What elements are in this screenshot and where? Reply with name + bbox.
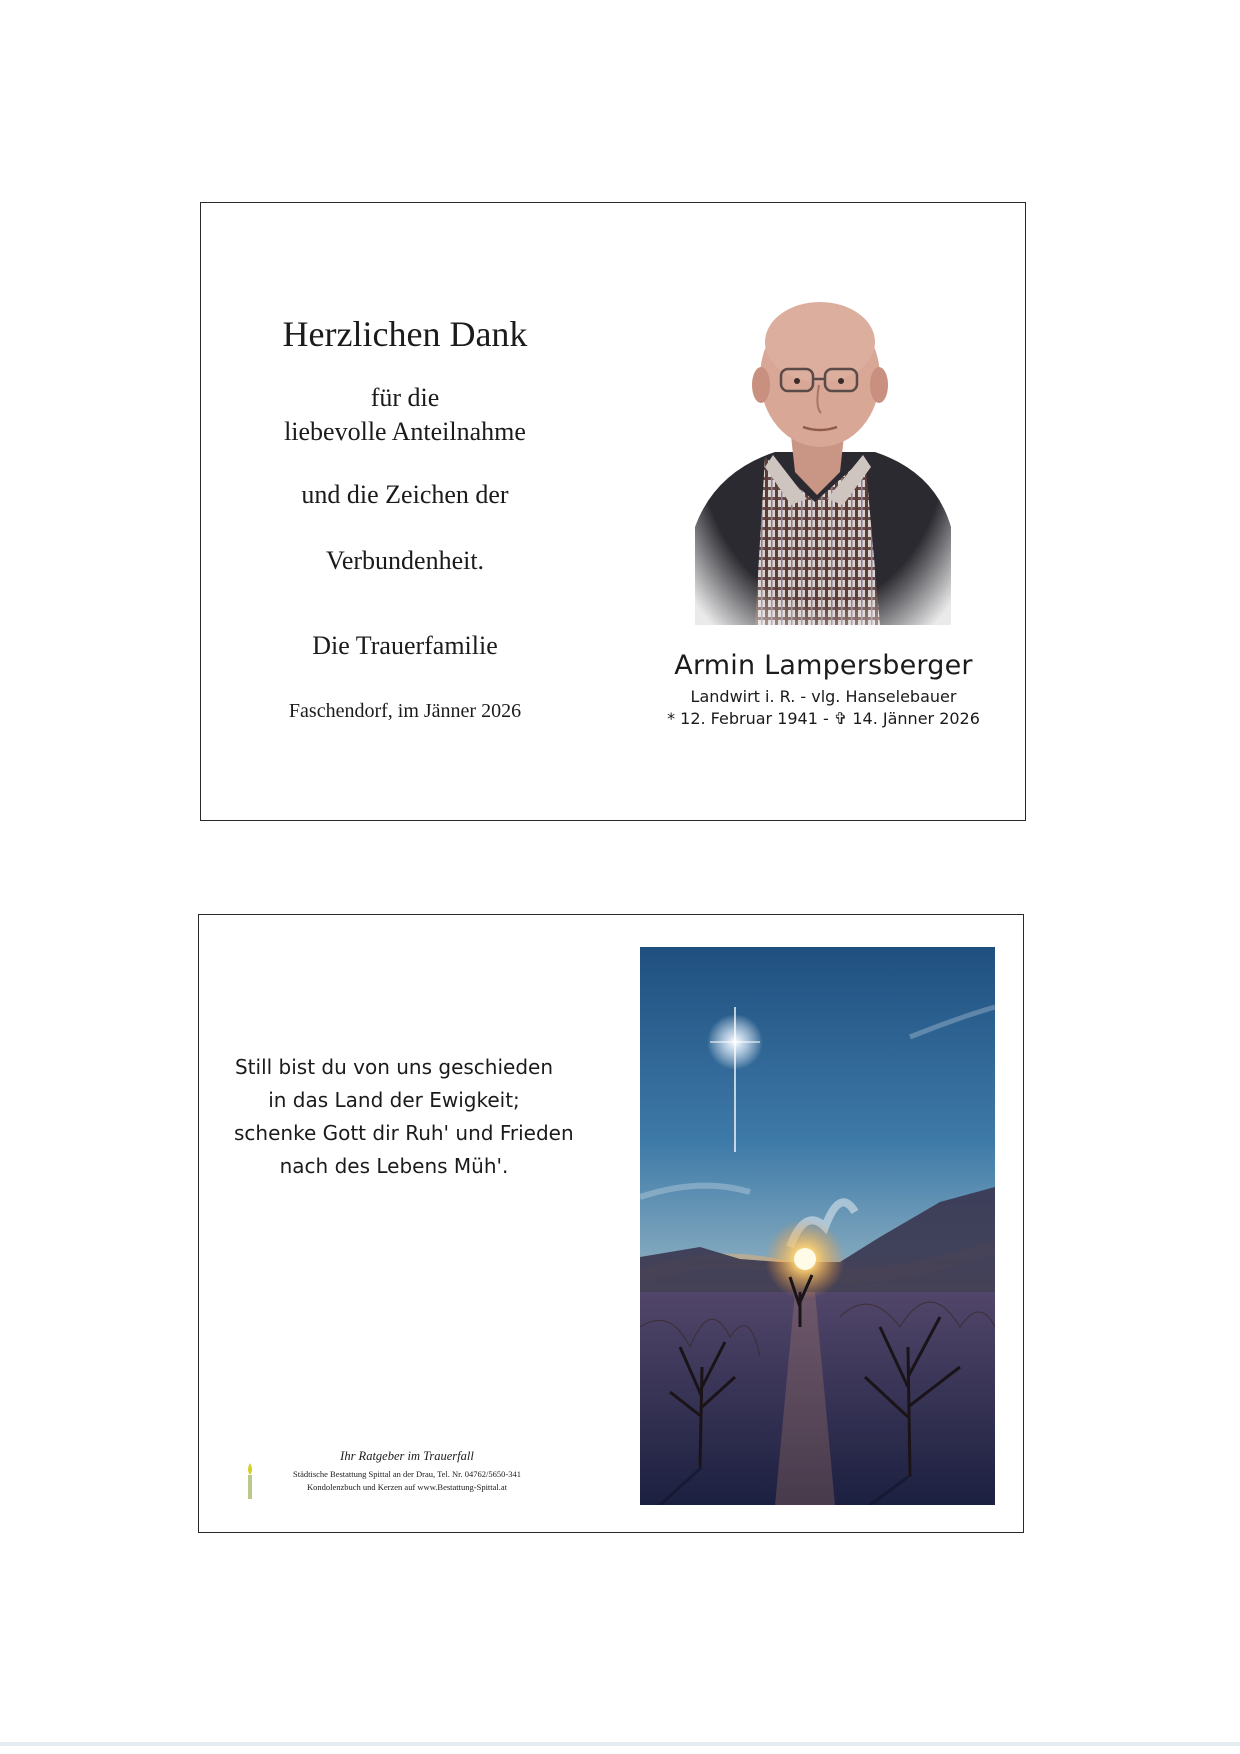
poem-card — [198, 914, 1024, 1533]
place-date: Faschendorf, im Jänner 2026 — [288, 700, 522, 722]
family-signature: Die Trauerfamilie — [312, 631, 498, 660]
undertaker-website: Kondolenzbuch und Kerzen auf www.Bestattung-Spittal.at — [306, 1482, 508, 1492]
thanks-title: Herzlichen Dank — [282, 314, 528, 354]
portrait-photo — [695, 267, 951, 625]
thanks-line: Verbundenheit. — [325, 546, 485, 575]
poem-line: in das Land der Ewigkeit; — [268, 1088, 520, 1112]
poem-line: schenke Gott dir Ruh' und Frieden — [234, 1121, 574, 1145]
thanks-line: für die — [370, 383, 440, 412]
person-name: Armin Lampersberger — [674, 650, 973, 681]
thanks-line: und die Zeichen der — [301, 480, 509, 509]
winter-sunset-photo — [640, 947, 995, 1505]
undertaker-imprint — [237, 1449, 537, 1509]
undertaker-tagline: Ihr Ratgeber im Trauerfall — [340, 1449, 474, 1463]
poem — [234, 1051, 574, 1183]
undertaker-contact: Städtische Bestattung Spittal an der Drau, Tel. Nr. 04762/5650-341 — [292, 1469, 521, 1479]
page-edge — [0, 1742, 1240, 1746]
poem-line: nach des Lebens Müh'. — [279, 1154, 509, 1178]
poem-line: Still bist du von uns geschieden — [234, 1055, 554, 1079]
thanks-line: liebevolle Anteilnahme — [284, 417, 526, 446]
candle-icon — [243, 1461, 257, 1501]
person-role: Landwirt i. R. - vlg. Hanselebauer — [690, 687, 957, 706]
thank-you-card — [200, 202, 1026, 821]
person-dates: * 12. Februar 1941 - ✞ 14. Jänner 2026 — [667, 709, 980, 728]
